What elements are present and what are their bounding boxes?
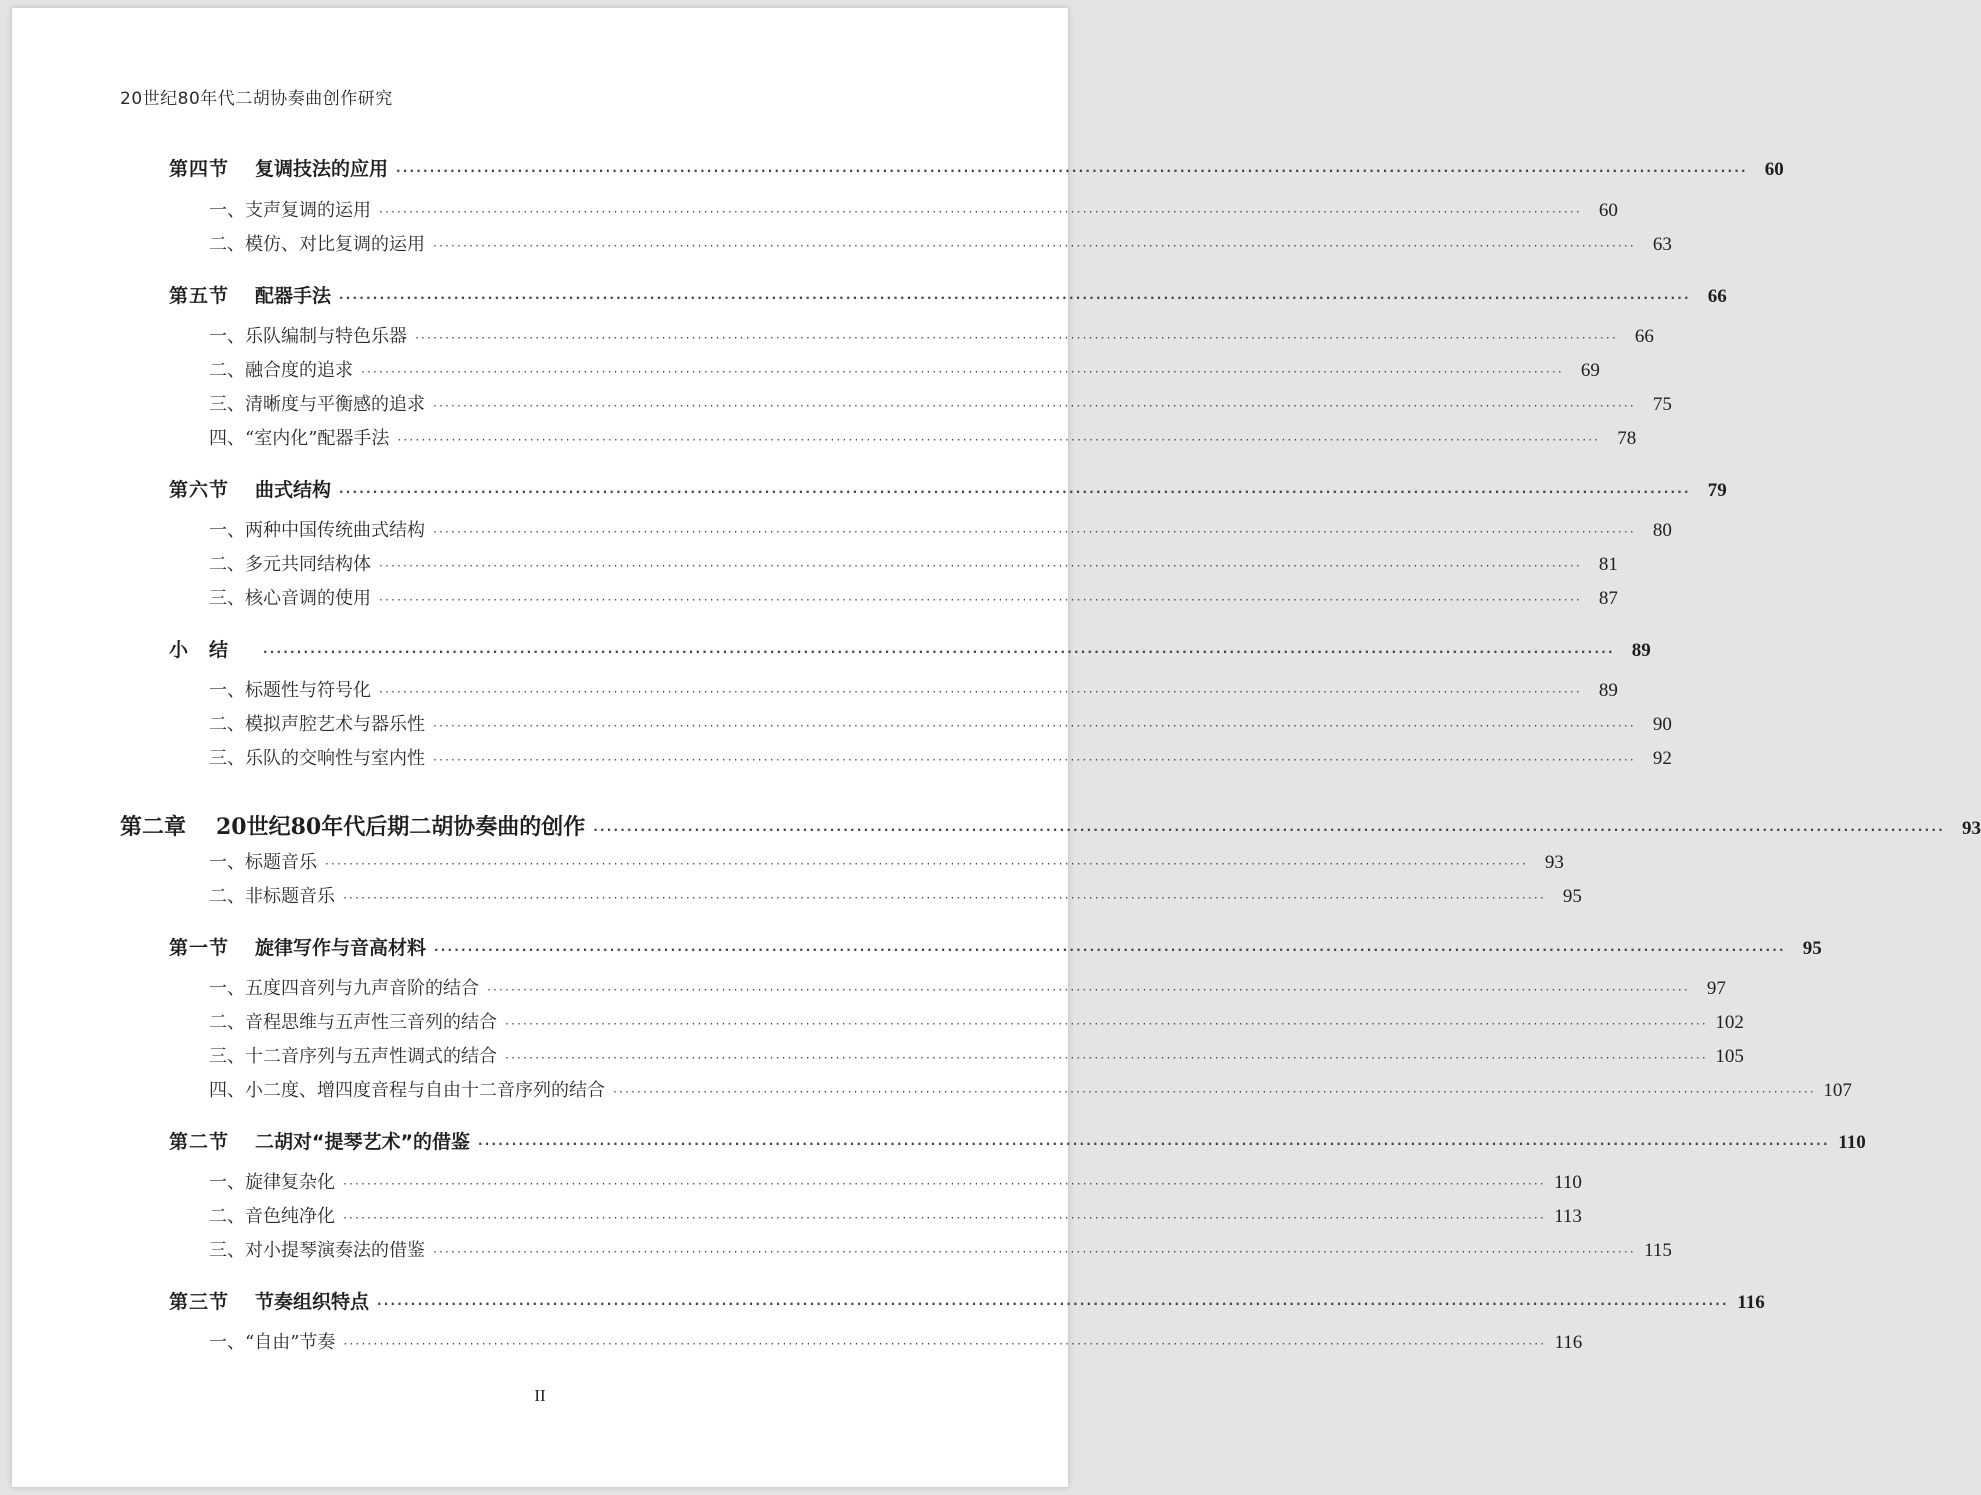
toc-subentry [209, 424, 1637, 450]
toc-section-entry [169, 1127, 1866, 1154]
toc-entry-label [169, 475, 331, 502]
dot-leader: ········································································································································································································ [433, 525, 1636, 539]
toc-entry-number: 小 结 [169, 639, 230, 661]
dot-leader: ········································································································································································································ [433, 753, 1636, 767]
toc-entry-title: 一、乐队编制与特色乐器 [209, 326, 407, 347]
toc-page-number: 89 [1631, 640, 1651, 661]
toc-entry-title: 三、核心音调的使用 [209, 588, 371, 609]
dot-leader: ········································································································································································································ [613, 1085, 1816, 1099]
toc-entry-label [209, 1168, 335, 1194]
toc-entry-label [209, 974, 479, 1000]
toc-entry-title: 二、非标题音乐 [209, 886, 335, 907]
toc-section-entry [169, 475, 1727, 502]
toc-page-number: 90 [1652, 714, 1672, 735]
toc-entry-number: 第二章 [120, 814, 187, 840]
toc-page-number: 116 [1737, 1292, 1765, 1313]
toc-entry-title: 节奏组织特点 [255, 1291, 370, 1313]
toc-subentry [209, 1008, 1744, 1034]
toc-entry-title: 二、音色纯净化 [209, 1206, 335, 1227]
toc-entry-title: 三、对小提琴演奏法的借鉴 [209, 1240, 425, 1261]
toc-entry-label [209, 1202, 335, 1228]
toc-page-number: 113 [1554, 1206, 1582, 1227]
toc-entry-title: 二、音程思维与五声性三音列的结合 [209, 1012, 497, 1033]
toc-entry-label [209, 322, 407, 348]
toc-subentry [209, 230, 1672, 256]
toc-page-number: 93 [1961, 818, 1981, 839]
dot-leader: ········································································································································································································ [343, 1211, 1546, 1225]
toc-page-number: 95 [1562, 886, 1582, 907]
toc-entry-title: 旋律写作与音高材料 [255, 937, 427, 959]
toc-entry-label [209, 744, 425, 770]
page-number-footer: II [534, 1386, 546, 1405]
toc-entry-label [169, 281, 331, 308]
toc-chapter-entry [120, 810, 1981, 841]
toc-subentry [209, 1076, 1852, 1102]
toc-page-number: 110 [1838, 1132, 1866, 1153]
dot-leader: ········································································································································································································ [415, 331, 1618, 345]
toc-entry-label [209, 1008, 497, 1034]
toc-entry-label [209, 550, 371, 576]
dot-leader: ········································································································································································································ [343, 1177, 1546, 1191]
toc-entry-title: 四、小二度、增四度音程与自由十二音序列的结合 [209, 1080, 605, 1101]
toc-page-number: 69 [1580, 360, 1600, 381]
toc-entry-title: 一、两种中国传统曲式结构 [209, 520, 425, 541]
toc-entry-label [169, 933, 426, 960]
toc-page-number: 63 [1652, 234, 1672, 255]
toc-entry-label [209, 1236, 425, 1262]
toc-subentry [209, 584, 1618, 610]
toc-entry-number: 第二节 [169, 1131, 230, 1153]
toc-subentry [209, 744, 1672, 770]
toc-subentry [209, 1236, 1672, 1262]
toc-entry-label [209, 390, 425, 416]
toc-entry-number: 第六节 [169, 479, 230, 501]
toc-subentry [209, 1168, 1582, 1194]
toc-entry-label [209, 356, 353, 382]
toc-entry-title: 复调技法的应用 [255, 158, 389, 180]
toc-subentry [209, 322, 1654, 348]
toc-page-number: 107 [1823, 1080, 1852, 1101]
toc-page-number: 116 [1554, 1332, 1583, 1353]
toc-page-number: 89 [1598, 680, 1618, 701]
toc-page-number: 66 [1707, 286, 1727, 307]
toc-page-number: 87 [1598, 588, 1618, 609]
toc-page-number: 75 [1652, 394, 1672, 415]
toc-entry-title: 二、融合度的追求 [209, 360, 353, 381]
toc-entry-label [169, 1287, 369, 1314]
toc-entry-title: 一、标题性与符号化 [209, 680, 371, 701]
toc-entry-title: 二胡对“提琴艺术”的借鉴 [255, 1131, 470, 1153]
toc-entry-title: 一、旋律复杂化 [209, 1172, 335, 1193]
toc-entry-label [209, 676, 371, 702]
toc-entry-label [209, 1042, 497, 1068]
toc-page-number: 115 [1644, 1240, 1672, 1261]
toc-subentry [209, 1202, 1582, 1228]
toc-entry-number: 第三节 [169, 1291, 230, 1313]
running-header: 20世纪80年代二胡协奏曲创作研究 [120, 89, 393, 109]
dot-leader: ········································································································································································································ [433, 1245, 1636, 1259]
toc-entry-title: 一、支声复调的运用 [209, 200, 371, 221]
toc-entry-number: 第四节 [169, 158, 230, 180]
dot-leader: ········································································································································································································ [263, 645, 1615, 659]
toc-entry-label [209, 1328, 335, 1354]
dot-leader: ········································································································································································································ [343, 891, 1546, 905]
dot-leader: ········································································································································································································ [377, 1297, 1729, 1311]
toc-entry-title: 二、模仿、对比复调的运用 [209, 234, 425, 255]
toc-entry-label [169, 154, 388, 181]
document-page [12, 8, 1981, 1487]
toc-page-number: 60 [1764, 159, 1784, 180]
toc-entry-number: 第一节 [169, 937, 230, 959]
toc-page-number: 110 [1554, 1172, 1582, 1193]
toc-entry-title: 三、乐队的交响性与室内性 [209, 748, 425, 769]
toc-section-entry [169, 635, 1651, 662]
toc-entry-title: 一、“自由”节奏 [209, 1332, 336, 1353]
toc-section-entry [169, 281, 1727, 308]
toc-entry-title: 三、清晰度与平衡感的追求 [209, 394, 425, 415]
toc-entry-title: 二、模拟声腔艺术与器乐性 [209, 714, 425, 735]
dot-leader: ········································································································································································································ [397, 433, 1601, 447]
dot-leader: ········································································································································································································ [339, 291, 1691, 305]
toc-subentry [209, 550, 1618, 576]
dot-leader: ········································································································································································································ [433, 719, 1636, 733]
dot-leader: ········································································································································································································ [379, 685, 1582, 699]
toc-entry-label [209, 424, 389, 450]
toc-entry-title: 三、十二音序列与五声性调式的结合 [209, 1046, 497, 1067]
toc-page-number: 102 [1715, 1012, 1744, 1033]
toc-section-entry [169, 154, 1784, 181]
toc-entry-title: 20世纪80年代后期二胡协奏曲的创作 [216, 814, 586, 840]
dot-leader: ········································································································································································································ [339, 485, 1691, 499]
toc-entry-title: 配器手法 [255, 285, 332, 307]
toc-entry-title: 四、“室内化”配器手法 [209, 428, 390, 449]
toc-page-number: 81 [1598, 554, 1618, 575]
toc-page-number: 105 [1715, 1046, 1744, 1067]
toc-subentry [209, 1328, 1583, 1354]
toc-subentry [209, 356, 1600, 382]
dot-leader: ········································································································································································································ [487, 983, 1690, 997]
toc-entry-label [209, 196, 371, 222]
dot-leader: ········································································································································································································ [477, 1137, 1830, 1151]
dot-leader: ········································································································································································································ [434, 943, 1786, 957]
toc-page-number: 78 [1617, 428, 1637, 449]
toc-page-number: 92 [1652, 748, 1672, 769]
toc-page-number: 95 [1802, 938, 1822, 959]
toc-entry-label [209, 516, 425, 542]
toc-page-number: 97 [1706, 978, 1726, 999]
toc-section-entry [169, 1287, 1765, 1314]
toc-page-number: 80 [1652, 520, 1672, 541]
toc-subentry [209, 882, 1582, 908]
dot-leader: ········································································································································································································ [593, 823, 1945, 837]
toc-entry-label [169, 635, 255, 662]
toc-subentry [209, 516, 1672, 542]
toc-entry-title: 一、标题音乐 [209, 852, 317, 873]
toc-section-entry [169, 933, 1822, 960]
toc-entry-label [120, 810, 585, 841]
dot-leader: ········································································································································································································ [379, 593, 1582, 607]
toc-page-number: 93 [1544, 852, 1564, 873]
toc-subentry [209, 710, 1672, 736]
toc-subentry [209, 390, 1672, 416]
toc-entry-label [209, 230, 425, 256]
toc-subentry [209, 974, 1726, 1000]
toc-entry-title: 曲式结构 [255, 479, 332, 501]
toc-entry-label [209, 882, 335, 908]
dot-leader: ········································································································································································································ [343, 1337, 1547, 1351]
toc-entry-label [169, 1127, 470, 1154]
dot-leader: ········································································································································································································ [505, 1051, 1708, 1065]
dot-leader: ········································································································································································································ [379, 559, 1582, 573]
dot-leader: ········································································································································································································ [396, 164, 1748, 178]
dot-leader: ········································································································································································································ [361, 365, 1564, 379]
toc-subentry [209, 676, 1618, 702]
dot-leader: ········································································································································································································ [505, 1017, 1708, 1031]
toc-page-number: 79 [1707, 480, 1727, 501]
toc-page-number: 66 [1634, 326, 1654, 347]
toc-entry-title: 二、多元共同结构体 [209, 554, 371, 575]
dot-leader: ········································································································································································································ [379, 205, 1582, 219]
toc-entry-number: 第五节 [169, 285, 230, 307]
toc-subentry [209, 1042, 1744, 1068]
dot-leader: ········································································································································································································ [433, 239, 1636, 253]
toc-page-number: 60 [1598, 200, 1618, 221]
toc-entry-label [209, 584, 371, 610]
toc-entry-title: 一、五度四音列与九声音阶的结合 [209, 978, 479, 999]
toc-entry-label [209, 710, 425, 736]
toc-subentry [209, 848, 1564, 874]
toc-entry-label [209, 848, 317, 874]
dot-leader: ········································································································································································································ [433, 399, 1636, 413]
toc-subentry [209, 196, 1618, 222]
dot-leader: ········································································································································································································ [325, 857, 1528, 871]
toc-entry-label [209, 1076, 605, 1102]
